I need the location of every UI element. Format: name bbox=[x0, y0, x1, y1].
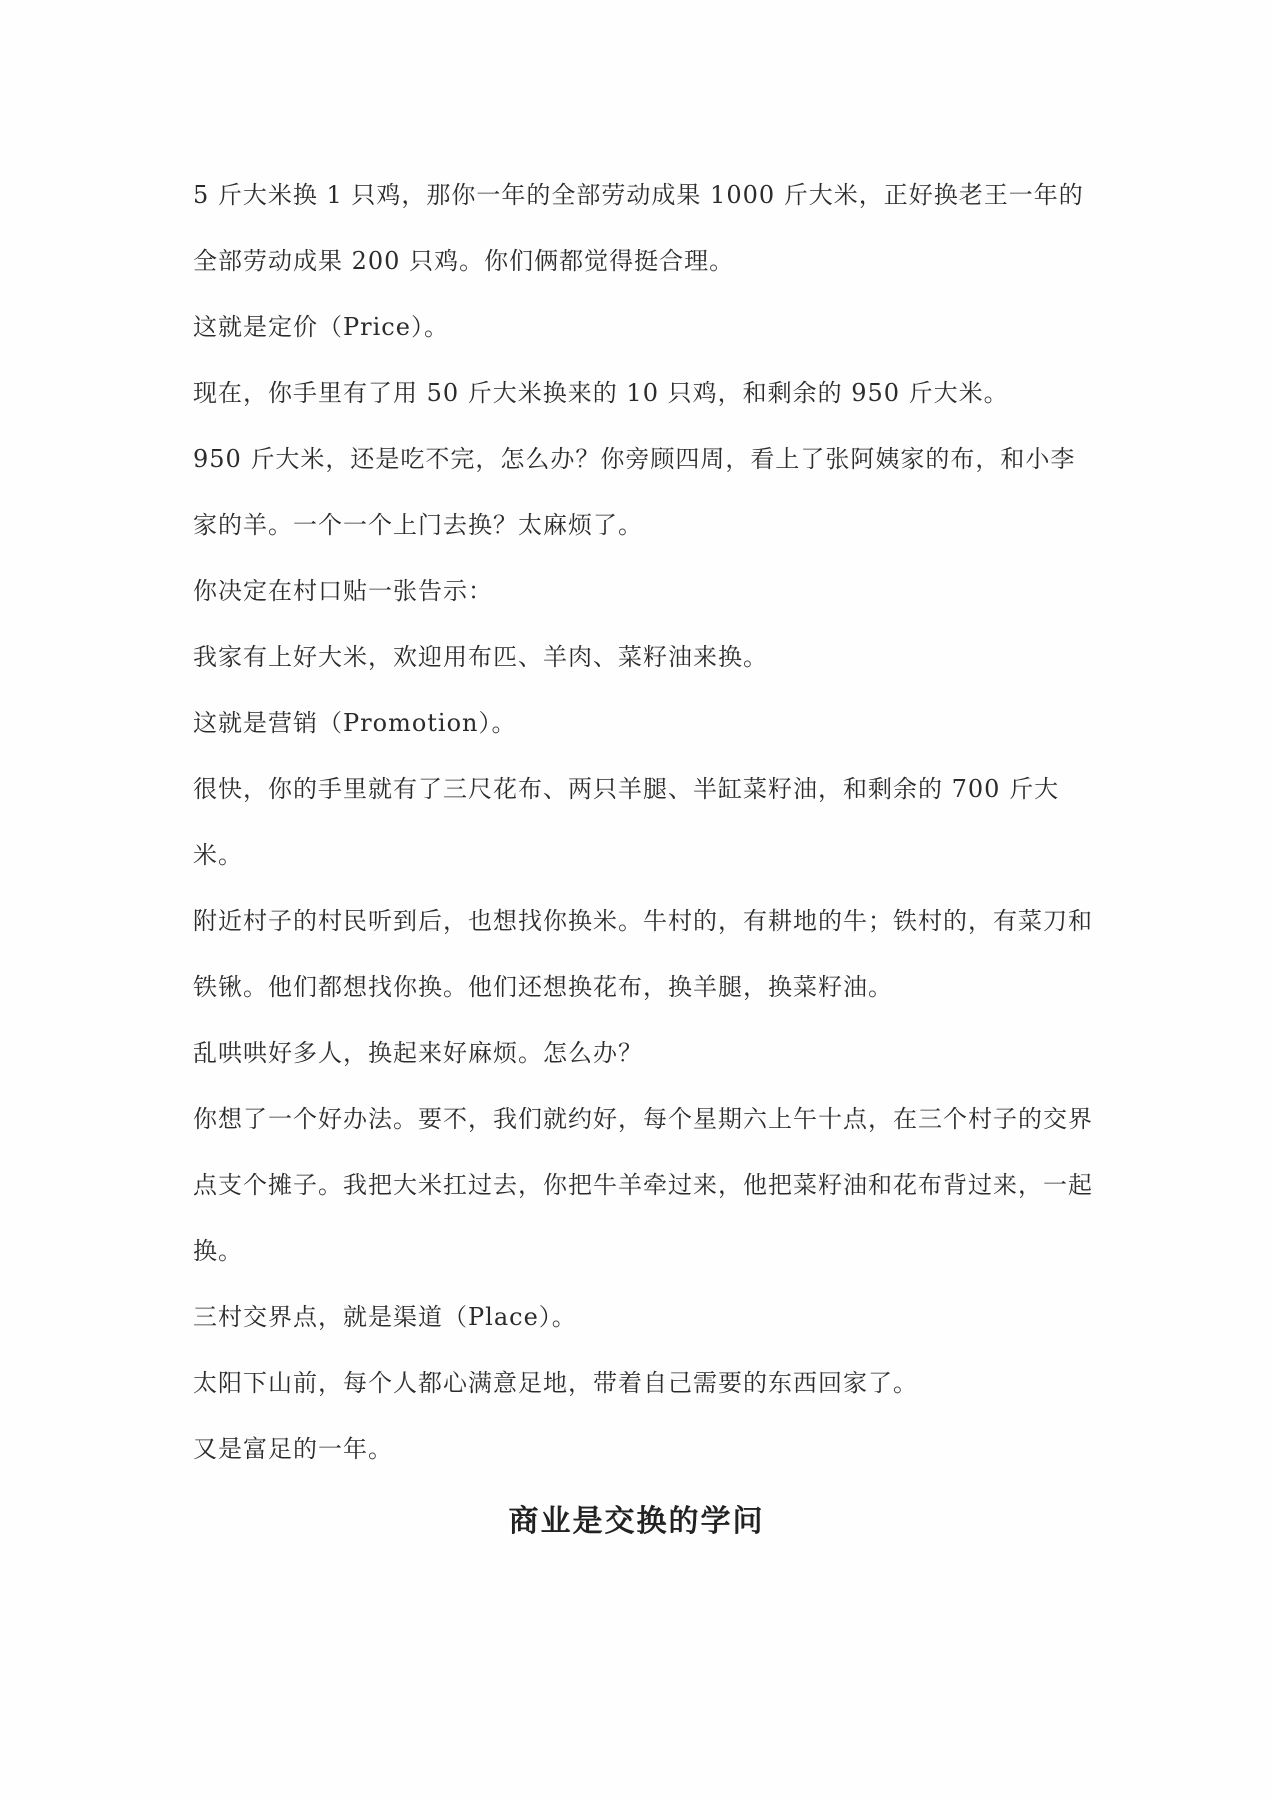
paragraph-market-idea: 你想了一个好办法。要不，我们就约好，每个星期六上午十点，在三个村子的交界点支个摊子。我把大米扛过去，你把牛羊牵过来，他把菜籽油和花布背过来，一起换。 bbox=[193, 1105, 1093, 1265]
paragraph-look-around: 950 斤大米，还是吃不完，怎么办？你旁顾四周，看上了张阿姨家的布，和小李家的羊。一个一个上门去换？太麻烦了。 bbox=[193, 445, 1076, 539]
body-text bbox=[193, 162, 1093, 1482]
paragraph-sunset: 太阳下山前，每个人都心满意足地，带着自己需要的东西回家了。 bbox=[193, 1369, 918, 1397]
paragraph-place: 三村交界点，就是渠道（Place）。 bbox=[193, 1303, 577, 1331]
paragraph-chaos: 乱哄哄好多人，换起来好麻烦。怎么办？ bbox=[193, 1039, 643, 1067]
paragraph-notice-content: 我家有上好大米，欢迎用布匹、羊肉、菜籽油来换。 bbox=[193, 643, 768, 671]
paragraph-notice: 你决定在村口贴一张告示： bbox=[193, 577, 493, 605]
section-heading: 商业是交换的学问 bbox=[508, 1504, 765, 1539]
paragraph-goods: 很快，你的手里就有了三尺花布、两只羊腿、半缸菜籽油，和剩余的 700 斤大米。 bbox=[193, 775, 1060, 869]
paragraph-price: 这就是定价（Price）。 bbox=[193, 313, 449, 341]
paragraph-nearby-villages: 附近村子的村民听到后，也想找你换米。牛村的，有耕地的牛；铁村的，有菜刀和铁锹。他们都想找你换。他们还想换花布，换羊腿，换菜籽油。 bbox=[193, 907, 1093, 1001]
paragraph-rich-year: 又是富足的一年。 bbox=[193, 1435, 393, 1463]
paragraph-remaining-rice: 现在，你手里有了用 50 斤大米换来的 10 只鸡，和剩余的 950 斤大米。 bbox=[193, 379, 1009, 407]
paragraph-promotion: 这就是营销（Promotion）。 bbox=[193, 709, 517, 737]
paragraph-exchange-rate: 5 斤大米换 1 只鸡，那你一年的全部劳动成果 1000 斤大米，正好换老王一年的全部劳动成果 200 只鸡。你们俩都觉得挺合理。 bbox=[193, 181, 1084, 275]
